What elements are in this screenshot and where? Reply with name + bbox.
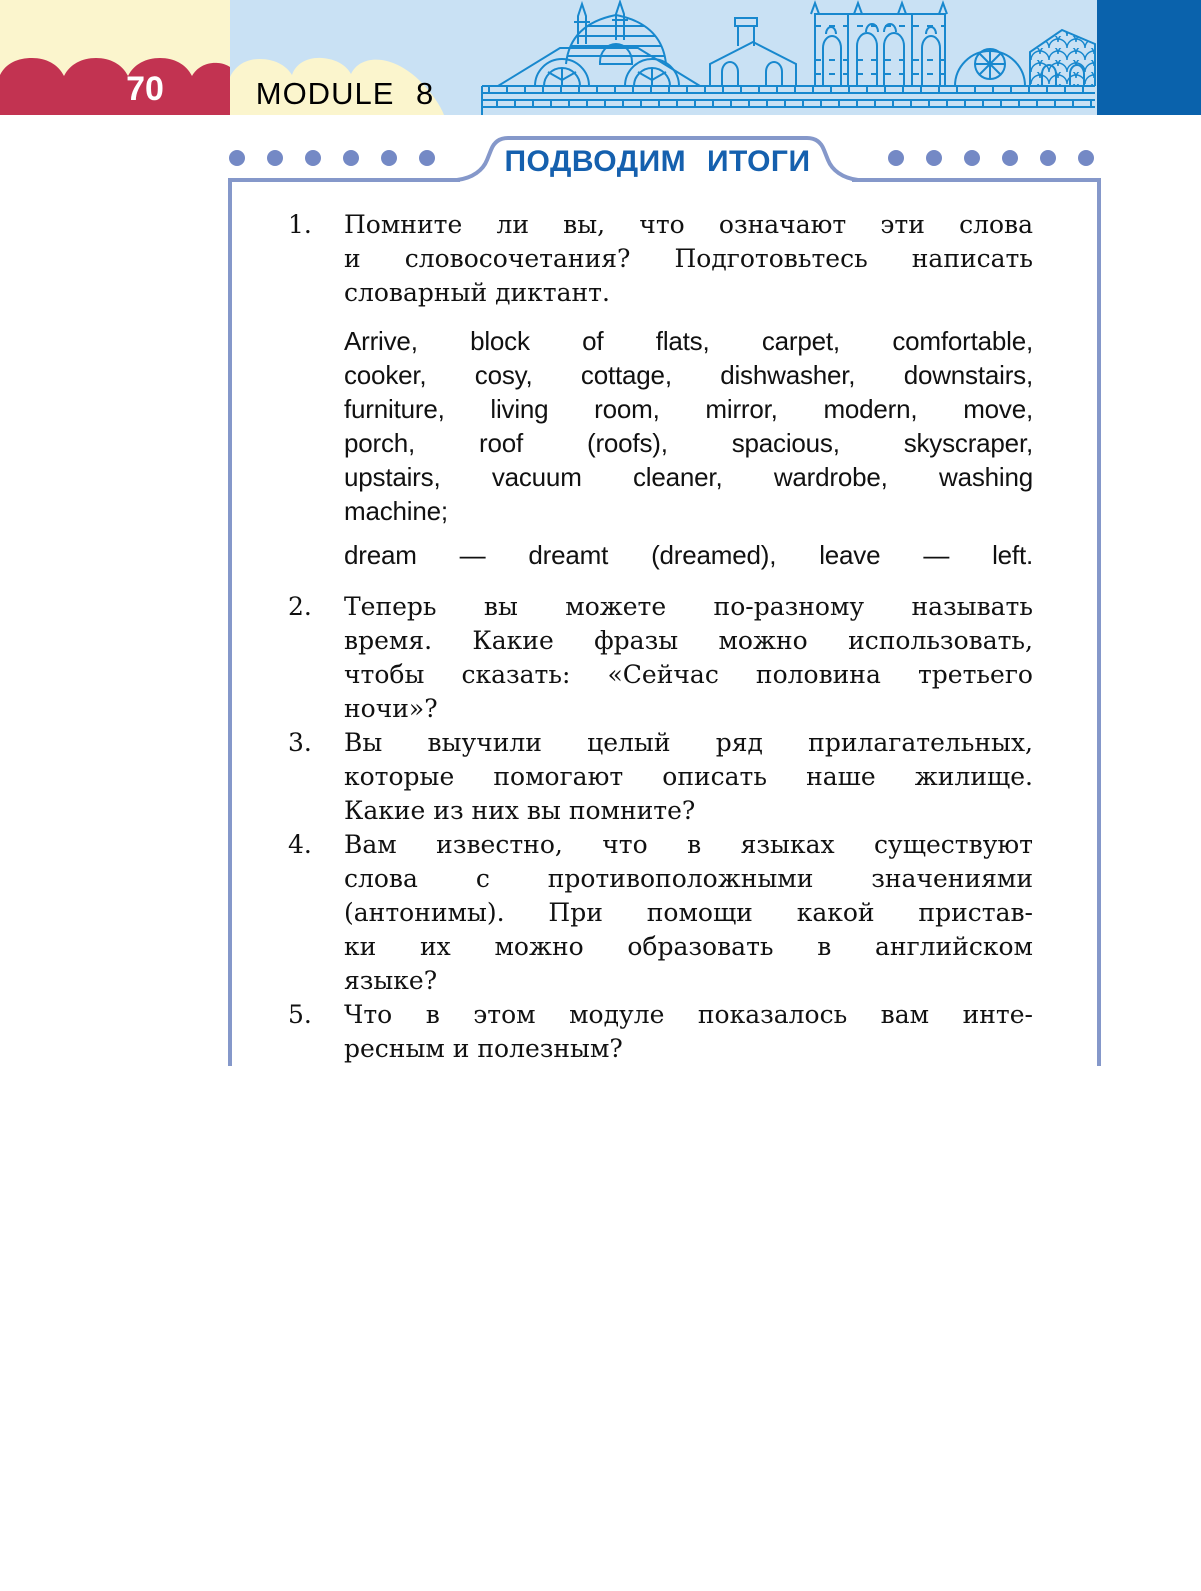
question-text bbox=[344, 208, 1033, 310]
dots-row-left bbox=[229, 150, 435, 166]
question-item bbox=[288, 208, 1033, 590]
question-body bbox=[344, 208, 1033, 590]
question-item bbox=[288, 828, 1033, 998]
dot-icon bbox=[926, 150, 942, 166]
dot-icon bbox=[1002, 150, 1018, 166]
text-line: словарный диктант. bbox=[344, 278, 610, 307]
question-item bbox=[288, 998, 1033, 1066]
dot-icon bbox=[343, 150, 359, 166]
question-number: 2. bbox=[288, 592, 312, 621]
text-line: Что в этом модуле показалось вам инте- bbox=[344, 1000, 1033, 1029]
text-line: upstairs, vacuum cleaner, wardrobe, washing bbox=[344, 462, 1033, 492]
text-line: слова с противоположными значениями bbox=[344, 864, 1033, 893]
text-line: ки их можно образовать в английском bbox=[344, 932, 1033, 961]
text-line: Какие из них вы помните? bbox=[344, 796, 696, 825]
text-line: Теперь вы можете по-разному называть bbox=[344, 592, 1033, 621]
text-line: которые помогают описать наше жилище. bbox=[344, 762, 1033, 791]
dot-icon bbox=[1078, 150, 1094, 166]
section-title: ПОДВОДИМ ИТОГИ bbox=[504, 145, 811, 178]
question-number: 1. bbox=[288, 210, 312, 239]
page-number: 70 bbox=[126, 70, 164, 108]
content-box bbox=[228, 178, 1101, 1066]
text-line: furniture, living room, mirror, modern, move, bbox=[344, 394, 1033, 424]
question-text bbox=[344, 828, 1033, 998]
dot-icon bbox=[229, 150, 245, 166]
text-line: время. Какие фразы можно использовать, bbox=[344, 626, 1033, 655]
question-text bbox=[344, 590, 1033, 726]
text-line: (антонимы). При помощи какой пристав- bbox=[344, 898, 1033, 927]
question-number: 3. bbox=[288, 728, 312, 757]
text-line: cooker, cosy, cottage, dishwasher, downstairs, bbox=[344, 360, 1033, 390]
text-line: Помните ли вы, что означают эти слова bbox=[344, 210, 1033, 239]
dot-icon bbox=[267, 150, 283, 166]
dot-icon bbox=[964, 150, 980, 166]
text-line: machine; bbox=[344, 496, 448, 526]
question-text bbox=[344, 998, 1033, 1066]
text-line: Arrive, block of flats, carpet, comfortable, bbox=[344, 326, 1033, 356]
text-line: чтобы сказать: «Сейчас половина третьего bbox=[344, 660, 1033, 689]
dots-row-right bbox=[888, 150, 1094, 166]
module-label: MODULE 8 bbox=[255, 76, 435, 111]
irregular-verbs-line bbox=[344, 538, 1033, 572]
dot-icon bbox=[888, 150, 904, 166]
text-line: и словосочетания? Подготовьтесь написать bbox=[344, 244, 1033, 273]
dot-icon bbox=[305, 150, 321, 166]
question-text bbox=[344, 726, 1033, 828]
header-accent-block bbox=[1097, 0, 1201, 115]
text-line: porch, roof (roofs), spacious, skyscraper, bbox=[344, 428, 1033, 458]
text-line: ресным и полезным? bbox=[344, 1034, 623, 1063]
text-line: Вы выучили целый ряд прилагательных, bbox=[344, 728, 1033, 757]
dot-icon bbox=[419, 150, 435, 166]
dot-icon bbox=[381, 150, 397, 166]
text-line: языке? bbox=[344, 966, 438, 995]
vocabulary-word-list bbox=[344, 324, 1033, 528]
question-number: 4. bbox=[288, 830, 312, 859]
question-item bbox=[288, 590, 1033, 726]
dot-icon bbox=[1040, 150, 1056, 166]
question-item bbox=[288, 726, 1033, 828]
text-line: ночи»? bbox=[344, 694, 438, 723]
question-number: 5. bbox=[288, 1000, 312, 1029]
text-line: dream — dreamt (dreamed), leave — left. bbox=[344, 540, 1033, 570]
questions-list bbox=[232, 178, 1097, 1066]
text-line: Вам известно, что в языках существуют bbox=[344, 830, 1033, 859]
